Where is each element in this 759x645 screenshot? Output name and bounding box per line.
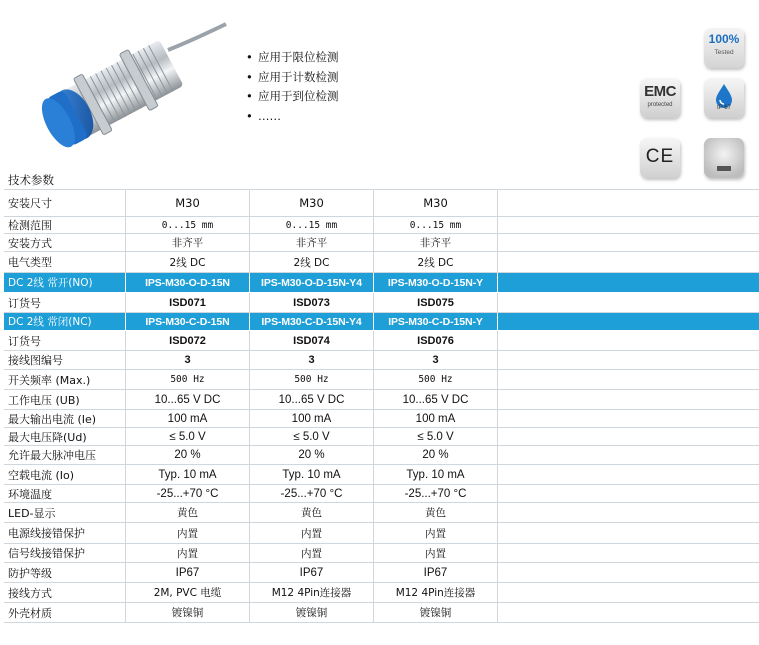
row-value: 内置	[373, 544, 497, 562]
empty-column	[497, 331, 759, 350]
row-value: 0...15 mm	[373, 217, 497, 233]
row-label: 环境温度	[8, 487, 52, 501]
section-title: 技术参数	[8, 173, 54, 187]
row-value: M30	[249, 190, 373, 216]
row-value: ISD073	[249, 293, 373, 312]
empty-column	[497, 293, 759, 312]
table-row	[4, 370, 759, 390]
row-value: M30	[373, 190, 497, 216]
row-value: 100 mA	[125, 410, 249, 427]
row-value: IPS-M30-C-D-15N-Y4	[249, 313, 373, 330]
row-value: 100 mA	[373, 410, 497, 427]
row-label: 安装尺寸	[8, 197, 52, 210]
empty-column	[497, 351, 759, 369]
row-value: ≤ 5.0 V	[125, 428, 249, 445]
row-value: ISD072	[125, 331, 249, 350]
row-value: 2线 DC	[125, 252, 249, 272]
empty-column	[497, 465, 759, 484]
empty-column	[497, 313, 759, 330]
row-value: 20 %	[373, 446, 497, 464]
row-value: 内置	[125, 523, 249, 543]
row-label: 电气类型	[8, 256, 52, 269]
row-label: 订货号	[8, 296, 41, 310]
emc-badge-icon	[640, 78, 680, 118]
table-row	[4, 563, 759, 583]
row-value: 黄色	[373, 503, 497, 522]
table-row	[4, 217, 759, 234]
row-value: IP67	[125, 563, 249, 582]
feature-item: • 应用于限位检测	[246, 48, 339, 68]
row-value: 内置	[249, 544, 373, 562]
row-value: Typ. 10 mA	[249, 465, 373, 484]
feature-item: • 应用于计数检测	[246, 68, 339, 88]
emc-badge-label: protected	[647, 102, 673, 108]
ip67-badge-label: IP 67	[717, 105, 731, 111]
row-label: DC 2线 常闭(NC)	[8, 316, 92, 328]
feature-list	[246, 48, 339, 126]
row-value: IPS-M30-C-D-15N-Y	[373, 313, 497, 330]
row-label: 最大输出电流 (Ie)	[8, 412, 97, 426]
row-value: 10...65 V DC	[249, 390, 373, 409]
row-value: 3	[373, 351, 497, 369]
sensor-product-image	[28, 10, 228, 160]
certification-seal-badge-icon	[704, 138, 744, 178]
row-label: 电源线接错保护	[8, 527, 85, 540]
empty-column	[497, 428, 759, 445]
row-value: Typ. 10 mA	[125, 465, 249, 484]
row-value: Typ. 10 mA	[373, 465, 497, 484]
empty-column	[497, 410, 759, 427]
row-value: ISD076	[373, 331, 497, 350]
row-label: 防护等级	[8, 566, 52, 580]
table-row	[4, 603, 759, 623]
feature-item: • 应用于到位检测	[246, 87, 339, 107]
row-value: ISD071	[125, 293, 249, 312]
tested-badge-label: Tested	[714, 49, 734, 56]
table-model-row	[4, 313, 759, 331]
table-row	[4, 189, 759, 217]
table-row	[4, 583, 759, 603]
table-row	[4, 485, 759, 503]
empty-column	[497, 446, 759, 464]
ip67-water-drop-badge-icon	[704, 78, 744, 118]
empty-column	[497, 252, 759, 272]
row-value: 内置	[249, 523, 373, 543]
table-row	[4, 523, 759, 544]
row-label: 开关频率 (Max.)	[8, 373, 91, 387]
empty-column	[497, 190, 759, 216]
row-value: IPS-M30-O-D-15N	[125, 273, 249, 292]
row-value: 0...15 mm	[125, 217, 249, 233]
table-model-row	[4, 273, 759, 293]
row-value: ≤ 5.0 V	[373, 428, 497, 445]
row-value: ≤ 5.0 V	[249, 428, 373, 445]
table-row	[4, 544, 759, 563]
row-value: 20 %	[249, 446, 373, 464]
row-value: M12 4Pin连接器	[373, 583, 497, 602]
tested-badge-percent: 100%	[708, 32, 740, 46]
row-value: IP67	[373, 563, 497, 582]
row-value: -25...+70 °C	[249, 485, 373, 502]
row-value: 黄色	[125, 503, 249, 522]
seal-icon	[704, 138, 744, 178]
row-value: 2线 DC	[373, 252, 497, 272]
tested-100-badge-icon	[704, 28, 744, 68]
empty-column	[497, 273, 759, 292]
row-value: 镀镍铜	[373, 603, 497, 622]
empty-column	[497, 390, 759, 409]
table-row	[4, 331, 759, 351]
row-value: 10...65 V DC	[125, 390, 249, 409]
table-row	[4, 390, 759, 410]
water-drop-icon	[704, 78, 744, 118]
row-label: LED-显示	[8, 506, 56, 520]
row-value: 3	[249, 351, 373, 369]
row-value: 20 %	[125, 446, 249, 464]
row-value: 非齐平	[249, 234, 373, 251]
row-value: 2线 DC	[249, 252, 373, 272]
table-row	[4, 252, 759, 273]
table-row	[4, 410, 759, 428]
row-value: 非齐平	[373, 234, 497, 251]
row-label: 信号线接错保护	[8, 547, 85, 560]
table-row	[4, 465, 759, 485]
row-value: ISD074	[249, 331, 373, 350]
empty-column	[497, 603, 759, 622]
empty-column	[497, 217, 759, 233]
table-row	[4, 234, 759, 252]
empty-column	[497, 503, 759, 522]
row-value: 0...15 mm	[249, 217, 373, 233]
row-label: DC 2线 常开(NO)	[8, 277, 93, 289]
row-label: 接线方式	[8, 586, 52, 600]
empty-column	[497, 523, 759, 543]
empty-column	[497, 544, 759, 562]
table-row	[4, 293, 759, 313]
row-value: 内置	[373, 523, 497, 543]
row-label: 最大电压降(Ud)	[8, 430, 87, 444]
row-label: 允许最大脉冲电压	[8, 449, 96, 462]
row-label: 接线图编号	[8, 354, 63, 367]
table-row	[4, 351, 759, 370]
row-value: M12 4Pin连接器	[249, 583, 373, 602]
row-value: 500 Hz	[373, 370, 497, 389]
row-label: 订货号	[8, 334, 41, 348]
row-value: 内置	[125, 544, 249, 562]
row-value: 非齐平	[125, 234, 249, 251]
row-value: ISD075	[373, 293, 497, 312]
row-label: 外壳材质	[8, 606, 52, 620]
spec-table	[4, 189, 759, 623]
row-label: 工作电压 (UB)	[8, 393, 80, 407]
empty-column	[497, 563, 759, 582]
row-value: IP67	[249, 563, 373, 582]
ce-mark-text: CE	[645, 146, 675, 167]
row-value: 2M, PVC 电缆	[125, 583, 249, 602]
table-row	[4, 446, 759, 465]
row-value: 3	[125, 351, 249, 369]
row-value: -25...+70 °C	[125, 485, 249, 502]
table-row	[4, 503, 759, 523]
row-value: 500 Hz	[125, 370, 249, 389]
empty-column	[497, 485, 759, 502]
table-row	[4, 428, 759, 446]
row-label: 检测范围	[8, 219, 52, 232]
row-value: 100 mA	[249, 410, 373, 427]
row-value: 镀镍铜	[125, 603, 249, 622]
row-value: -25...+70 °C	[373, 485, 497, 502]
feature-item: • ……	[246, 107, 339, 127]
row-value: M30	[125, 190, 249, 216]
row-label: 空载电流 (Io)	[8, 468, 75, 482]
row-value: 500 Hz	[249, 370, 373, 389]
row-value: IPS-M30-O-D-15N-Y4	[249, 273, 373, 292]
row-value: 镀镍铜	[249, 603, 373, 622]
emc-badge-title: EMC	[644, 83, 676, 100]
ce-mark-badge-icon	[640, 138, 680, 178]
empty-column	[497, 234, 759, 251]
row-value: IPS-M30-C-D-15N	[125, 313, 249, 330]
row-label: 安装方式	[8, 236, 52, 250]
empty-column	[497, 583, 759, 602]
row-value: IPS-M30-O-D-15N-Y	[373, 273, 497, 292]
row-value: 10...65 V DC	[373, 390, 497, 409]
row-value: 黄色	[249, 503, 373, 522]
empty-column	[497, 370, 759, 389]
